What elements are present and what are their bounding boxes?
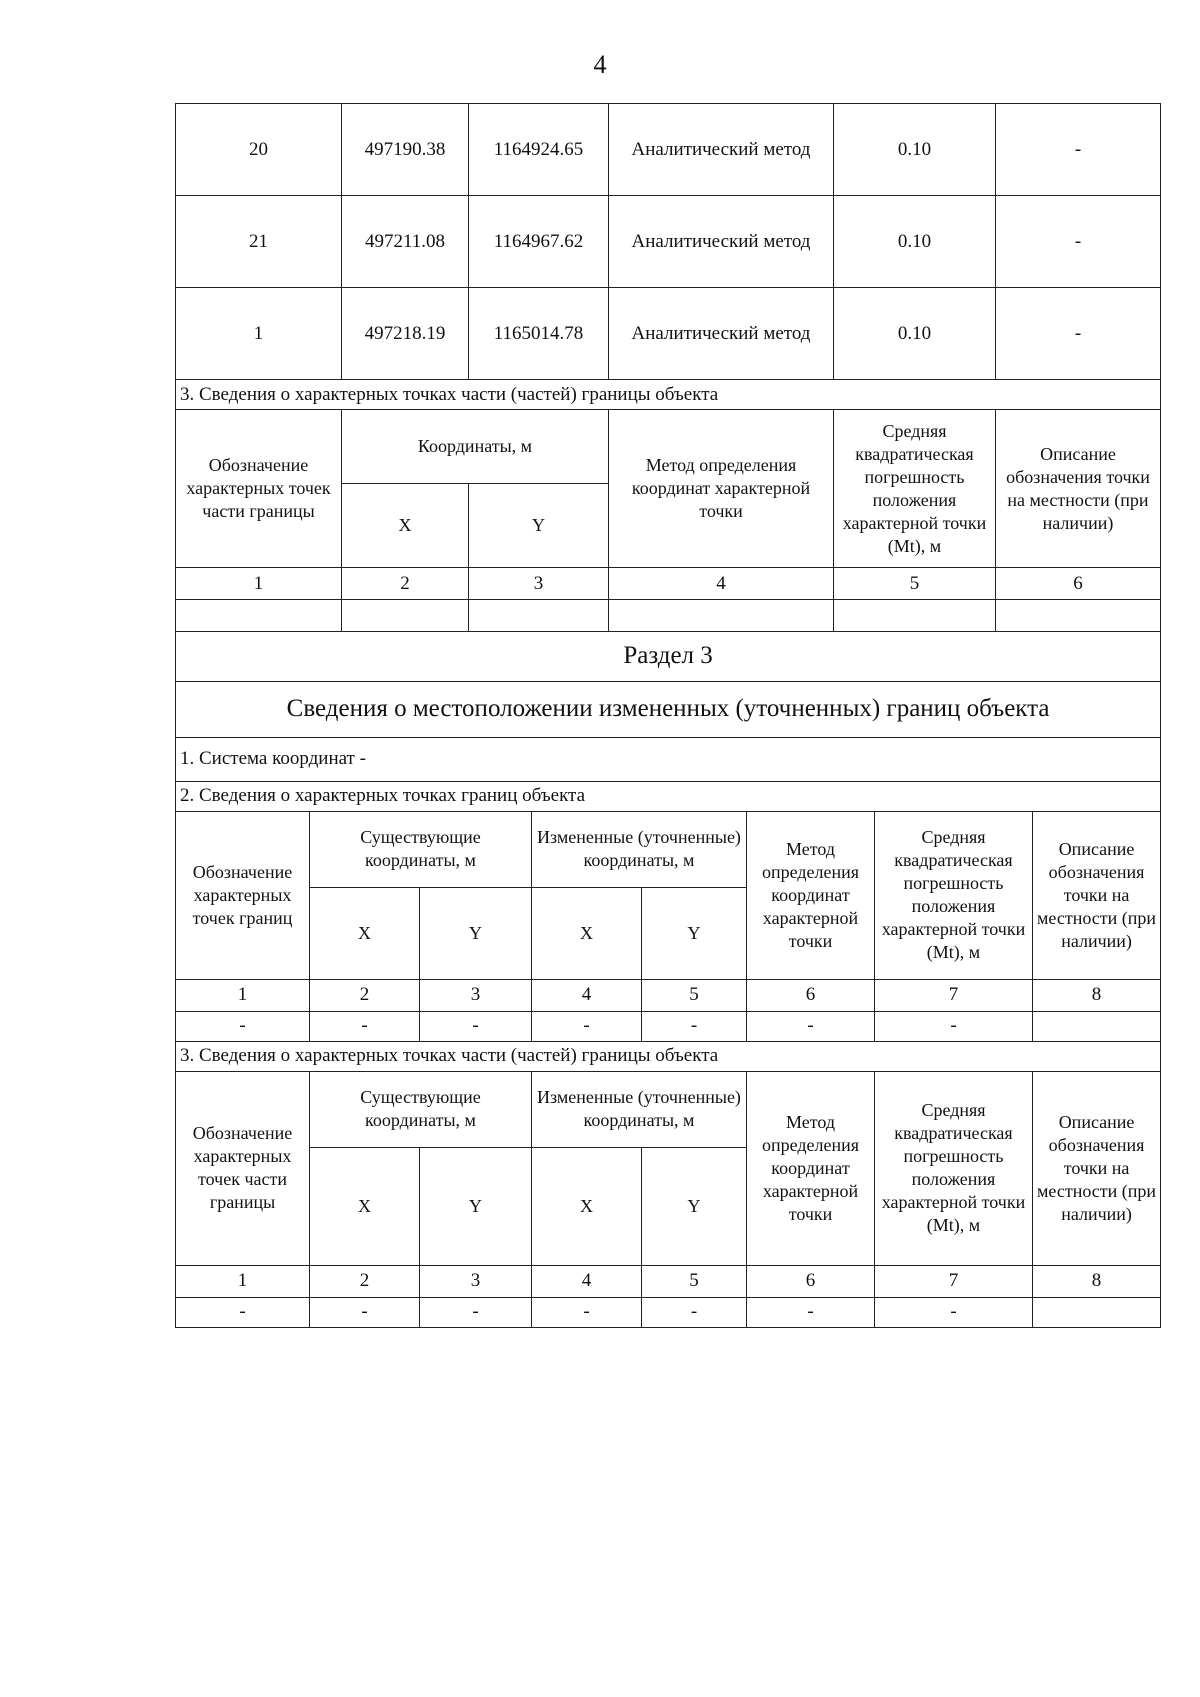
header-x: X (532, 887, 642, 979)
col-num: 6 (996, 568, 1161, 600)
col-num: 7 (875, 979, 1033, 1011)
header-point: Обозначение характерных точек части границы (176, 410, 342, 568)
header-point: Обозначение характерных точек границ (176, 811, 310, 979)
header-x: X (532, 1147, 642, 1265)
document-sheet (175, 103, 1160, 1328)
cell: - (176, 1011, 310, 1041)
col-num: 2 (342, 568, 469, 600)
cell: - (310, 1297, 420, 1327)
col-num: 4 (609, 568, 834, 600)
header-y: Y (642, 887, 747, 979)
header-method: Метод определения координат характерной точки (609, 410, 834, 568)
description: - (996, 288, 1161, 380)
method: Аналитический метод (609, 104, 834, 196)
col-num: 5 (642, 1265, 747, 1297)
method: Аналитический метод (609, 196, 834, 288)
cell: - (875, 1297, 1033, 1327)
header-mt: Средняя квадратическая погрешность положения характерной точки (Mt), м (875, 1071, 1033, 1265)
col-num: 4 (532, 979, 642, 1011)
header-coords: Координаты, м (342, 410, 609, 484)
cell: - (747, 1297, 875, 1327)
coord-x: 497218.19 (342, 288, 469, 380)
header-method: Метод определения координат характерной точки (747, 1071, 875, 1265)
col-num: 1 (176, 979, 310, 1011)
point-id: 21 (176, 196, 342, 288)
cell: - (420, 1297, 532, 1327)
cell (1033, 1297, 1161, 1327)
col-num: 7 (875, 1265, 1033, 1297)
coord-x: 497190.38 (342, 104, 469, 196)
header-existing: Существующие координаты, м (310, 1071, 532, 1147)
cell: - (875, 1011, 1033, 1041)
coord-y: 1164924.65 (469, 104, 609, 196)
cell: - (176, 1297, 310, 1327)
col-num: 3 (469, 568, 609, 600)
header-changed: Измененные (уточненные) координаты, м (532, 811, 747, 887)
column-numbers (176, 979, 1161, 1011)
table-row (176, 196, 1161, 288)
col-num: 5 (642, 979, 747, 1011)
point-id: 20 (176, 104, 342, 196)
empty-row (176, 600, 1161, 632)
header-description: Описание обозначения точки на местности (при наличии) (996, 410, 1161, 568)
header-x: X (310, 1147, 420, 1265)
col-num: 1 (176, 1265, 310, 1297)
table-row (176, 104, 1161, 196)
description: - (996, 196, 1161, 288)
header-x: X (310, 887, 420, 979)
cell: - (532, 1011, 642, 1041)
col-num: 8 (1033, 979, 1161, 1011)
col-num: 1 (176, 568, 342, 600)
section-heading: 3. Сведения о характерных точках части (частей) границы объекта (176, 380, 1161, 410)
col-num: 8 (1033, 1265, 1161, 1297)
header-point: Обозначение характерных точек части границы (176, 1071, 310, 1265)
header-mt: Средняя квадратическая погрешность положения характерной точки (Mt), м (834, 410, 996, 568)
column-numbers (176, 568, 1161, 600)
header-existing: Существующие координаты, м (310, 811, 532, 887)
column-numbers (176, 1265, 1161, 1297)
mt-value: 0.10 (834, 104, 996, 196)
header-x: X (342, 484, 469, 568)
coord-x: 497211.08 (342, 196, 469, 288)
cell: - (310, 1011, 420, 1041)
description: - (996, 104, 1161, 196)
col-num: 6 (747, 979, 875, 1011)
cell: - (642, 1011, 747, 1041)
coordinate-system: 1. Система координат - (176, 737, 1161, 781)
points-heading: 2. Сведения о характерных точках границ объекта (176, 781, 1161, 811)
col-num: 6 (747, 1265, 875, 1297)
table-row (176, 1011, 1161, 1041)
table-row (176, 288, 1161, 380)
point-id: 1 (176, 288, 342, 380)
cell (1033, 1011, 1161, 1041)
header-mt: Средняя квадратическая погрешность положения характерной точки (Mt), м (875, 811, 1033, 979)
cell: - (747, 1011, 875, 1041)
section-title: Раздел 3 (176, 631, 1161, 681)
col-num: 4 (532, 1265, 642, 1297)
method: Аналитический метод (609, 288, 834, 380)
mt-value: 0.10 (834, 288, 996, 380)
part-heading: 3. Сведения о характерных точках части (частей) границы объекта (176, 1041, 1161, 1071)
table-row (176, 1297, 1161, 1327)
header-description: Описание обозначения точки на местности (при наличии) (1033, 1071, 1161, 1265)
col-num: 3 (420, 1265, 532, 1297)
col-num: 5 (834, 568, 996, 600)
header-changed: Измененные (уточненные) координаты, м (532, 1071, 747, 1147)
cell: - (642, 1297, 747, 1327)
section3-table (175, 631, 1161, 1328)
coord-y: 1165014.78 (469, 288, 609, 380)
header-y: Y (642, 1147, 747, 1265)
col-num: 3 (420, 979, 532, 1011)
section-subtitle: Сведения о местоположении измененных (уточненных) границ объекта (176, 681, 1161, 737)
mt-value: 0.10 (834, 196, 996, 288)
col-num: 2 (310, 979, 420, 1011)
col-num: 2 (310, 1265, 420, 1297)
coord-y: 1164967.62 (469, 196, 609, 288)
cell: - (420, 1011, 532, 1041)
cell: - (532, 1297, 642, 1327)
header-y: Y (420, 887, 532, 979)
boundary-points-table (175, 103, 1161, 632)
header-method: Метод определения координат характерной точки (747, 811, 875, 979)
header-description: Описание обозначения точки на местности (при наличии) (1033, 811, 1161, 979)
header-y: Y (469, 484, 609, 568)
header-y: Y (420, 1147, 532, 1265)
page-number: 4 (593, 50, 607, 79)
